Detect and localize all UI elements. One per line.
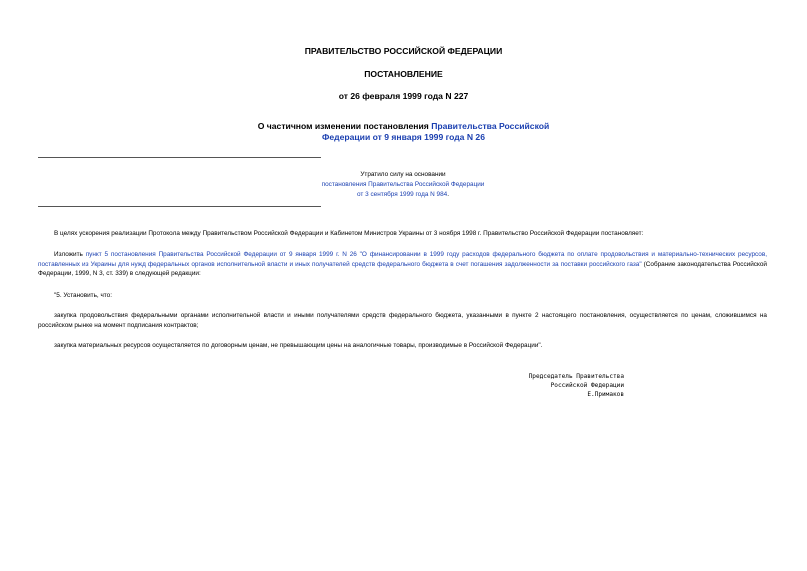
top-divider xyxy=(38,157,321,158)
status-note-link-line1[interactable]: постановления Правительства Российской Федерации xyxy=(321,181,485,188)
bottom-divider xyxy=(38,206,321,207)
title-link-part2[interactable]: Федерации от 9 января 1999 года N 26 xyxy=(322,132,485,142)
signature-block xyxy=(480,372,624,399)
food-purchase-paragraph: закупка продовольствия федеральными органами исполнительной власти и иными получателями средств федерального бюджета, указанными в пункте 2 настоящего постановления, осуществляется по ценам, сложившимся на российском рынке на момент подписания контрактов; xyxy=(38,312,767,329)
title-prefix: О частичном изменении постановления xyxy=(257,121,429,131)
document-title xyxy=(0,121,807,143)
title-link-part1[interactable]: Правительства Российской xyxy=(431,121,550,131)
amendment-suffix: (Собрание законодательства Российской Федерации, 1999, N 3, ст. 339) в следующей редакции: xyxy=(38,260,767,277)
amendment-prefix: Изложить xyxy=(54,251,83,258)
preamble-paragraph: В целях ускорения реализации Протокола между Правительством Российской Федерации и Кабинетом Министров Украины от 3 ноября 1998 г. Правительство Российской Федерации постановляет: xyxy=(54,230,644,237)
material-purchase-paragraph: закупка материальных ресурсов осуществляется по договорным ценам, не превышающим цены на аналогичные товары, производимые в Российской Федерации". xyxy=(54,342,543,349)
document-date-heading: от 26 февраля 1999 года N 227 xyxy=(338,91,469,101)
issuer-heading: ПРАВИТЕЛЬСТВО РОССИЙСКОЙ ФЕДЕРАЦИИ xyxy=(304,46,503,56)
status-note-text: Утратило силу на основании xyxy=(360,171,446,178)
signatory-organization: Российской Федерации xyxy=(550,382,624,389)
document-type-heading: ПОСТАНОВЛЕНИЕ xyxy=(364,69,443,79)
amendment-paragraph xyxy=(38,250,767,279)
status-note-link-line2[interactable]: от 3 сентября 1999 года N 984 xyxy=(357,191,448,198)
amendment-link[interactable]: пункт 5 постановления Правительства Российской Федерации от 9 января 1999 г. N 26 "О финансировании в 1999 году расходов федерального бюджета по оплате продовольствия и материально-технических ресурсов, поставленных из Украины для нужд федеральных органов исполнительной власти и иных получателей средств федерального бюджета в счет погашения задолженности за поставки российского газа" xyxy=(38,251,768,268)
status-note: Утратило силу на основании постановления Правительства Российской Федерации от 3 сентября 1999 года N 984. xyxy=(250,170,556,200)
signatory-name: Е.Примаков xyxy=(587,391,624,398)
signatory-title: Председатель Правительства xyxy=(528,373,624,380)
clause-heading-paragraph: "5. Установить, что: xyxy=(54,292,112,299)
